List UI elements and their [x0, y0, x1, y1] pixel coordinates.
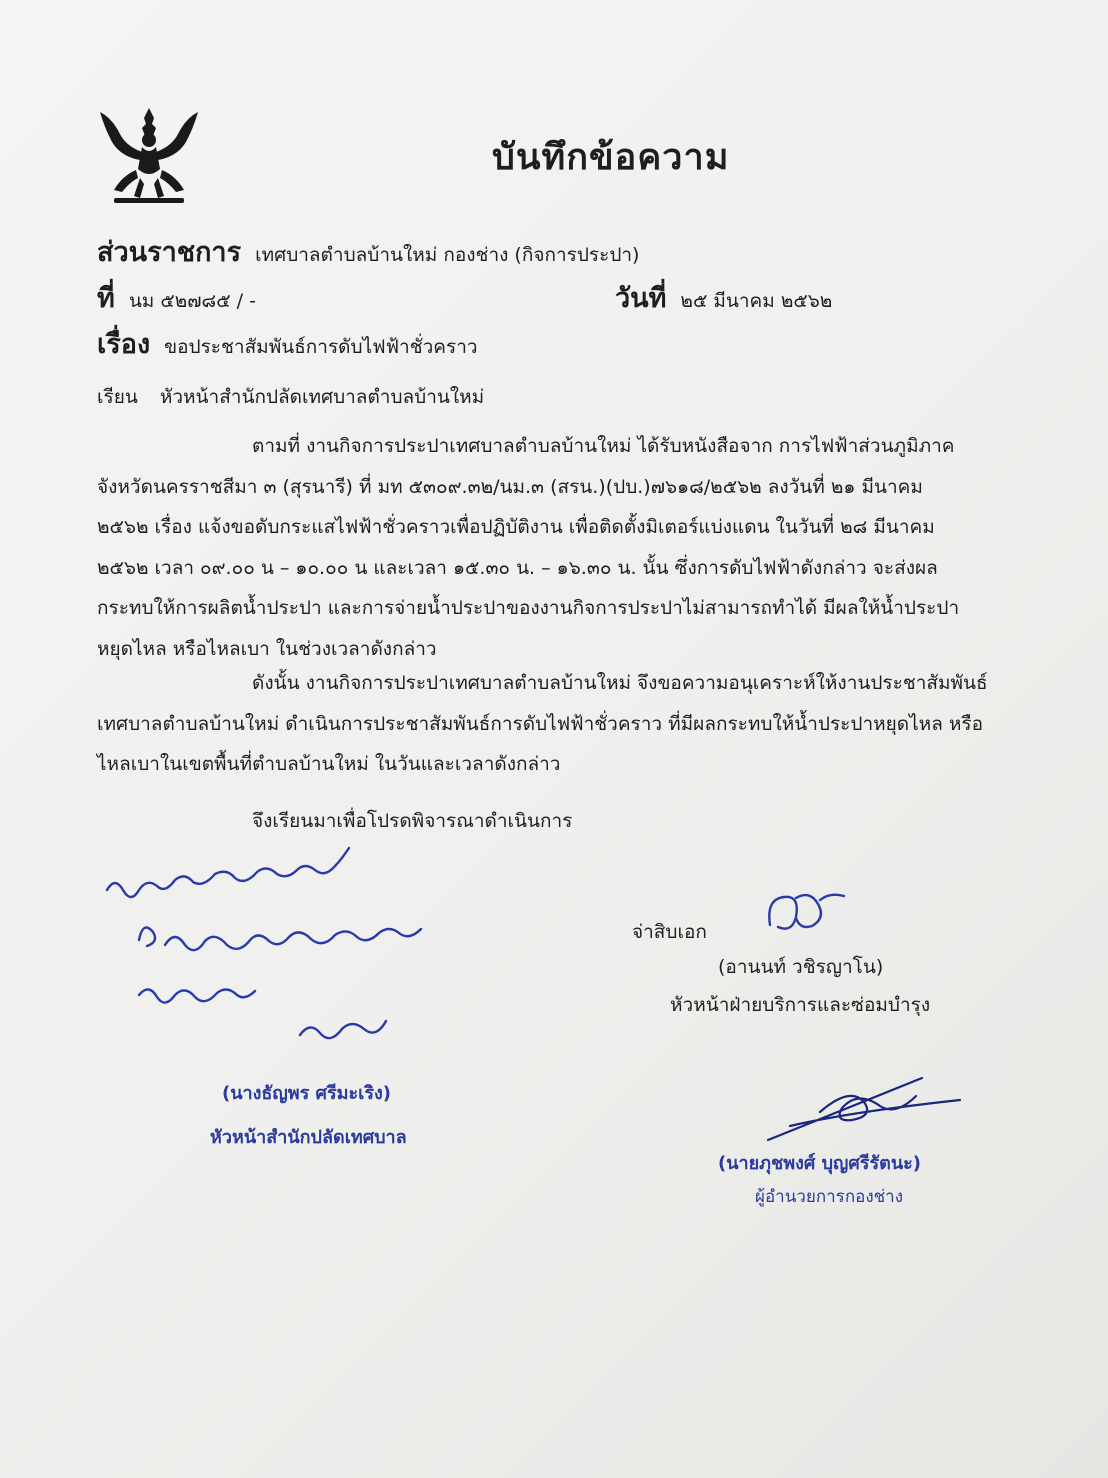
addressee-value: หัวหน้าสำนักปลัดเทศบาลตำบลบ้านใหม่	[159, 386, 485, 408]
agency-value: เทศบาลตำบลบ้านใหม่ กองช่าง (กิจการประปา)	[255, 244, 640, 266]
stamp-left-position: หัวหน้าสำนักปลัดเทศบาล	[210, 1127, 407, 1148]
reference-label: ที่	[97, 283, 115, 314]
addressee-label: เรียน	[97, 386, 138, 408]
closing-line: จึงเรียนมาเพื่อโปรดพิจารณาดำเนินการ	[252, 810, 573, 832]
subject-label: เรื่อง	[97, 329, 151, 360]
handwritten-note	[95, 845, 515, 1065]
garuda-emblem-icon	[92, 100, 207, 210]
reference-row	[97, 276, 256, 319]
signature-anon	[760, 880, 860, 940]
paragraph-line: หยุดไหล หรือไหลเบา ในช่วงเวลาดังกล่าว	[97, 637, 437, 660]
reference-value: นม ๕๒๗๘๕ / -	[128, 290, 256, 312]
agency-row	[97, 230, 639, 273]
body-paragraph-1	[97, 426, 959, 669]
memo-title: บันทึกข้อความ	[492, 137, 730, 178]
stamp-right-name: (นายภุชพงศ์ บุญศรีรัตนะ)	[718, 1153, 922, 1174]
signer-name: (อานนท์ วชิรญาโน)	[718, 956, 884, 978]
stamp-left-name: (นางธัญพร ศรีมะเริง)	[222, 1083, 392, 1104]
signature-director	[760, 1072, 970, 1152]
signer-position: หัวหน้าฝ่ายบริการและซ่อมบำรุง	[670, 994, 931, 1016]
body-paragraph-2	[97, 663, 988, 785]
signer-rank: จ่าสิบเอก	[632, 921, 707, 943]
subject-value: ขอประชาสัมพันธ์การดับไฟฟ้าชั่วคราว	[164, 336, 478, 358]
paragraph-line: จังหวัดนครราชสีมา ๓ (สุรนารี) ที่ มท ๕๓๐๙.๓๒/นม.๓ (สรน.)(ปบ.)๗๖๑๘/๒๕๖๒ ลงวันที่ ๒๑ มีนาคม	[97, 475, 923, 498]
agency-label: ส่วนราชการ	[97, 237, 242, 268]
date-label: วันที่	[615, 283, 667, 314]
subject-row	[97, 322, 478, 365]
paragraph-line: ๒๕๖๒ เรื่อง แจ้งขอดับกระแสไฟฟ้าชั่วคราวเพื่อปฏิบัติงาน เพื่อติดตั้งมิเตอร์แบ่งแดน ในวันที่ ๒๘ มีนาคม	[97, 516, 935, 538]
addressee-row	[97, 382, 484, 412]
paragraph-line: เทศบาลตำบลบ้านใหม่ ดำเนินการประชาสัมพันธ์การดับไฟฟ้าชั่วคราว ที่มีผลกระทบให้น้ำประปาหยุดไหล หรือ	[97, 712, 984, 735]
stamp-right-position: ผู้อำนวยการกองช่าง	[755, 1187, 904, 1207]
paragraph-line: ดังนั้น งานกิจการประปาเทศบาลตำบลบ้านใหม่ จึงขอความอนุเคราะห์ให้งานประชาสัมพันธ์	[252, 672, 988, 694]
paragraph-line: ตามที่ งานกิจการประปาเทศบาลตำบลบ้านใหม่ ได้รับหนังสือจาก การไฟฟ้าส่วนภูมิภาค	[252, 435, 955, 457]
paragraph-line: ๒๕๖๒ เวลา ๐๙.๐๐ น – ๑๐.๐๐ น และเวลา ๑๕.๓๐ น. – ๑๖.๓๐ น. นั้น ซึ่งการดับไฟฟ้าดังกล่าว จะส่งผล	[97, 556, 938, 579]
paragraph-line: ไหลเบาในเขตพื้นที่ตำบลบ้านใหม่ ในวันและเวลาดังกล่าว	[97, 753, 561, 775]
paragraph-line: กระทบให้การผลิตน้ำประปา และการจ่ายน้ำประปาของงานกิจการประปาไม่สามารถทำได้ มีผลให้น้ำประปา	[97, 597, 960, 619]
date-value: ๒๕ มีนาคม ๒๕๖๒	[680, 290, 833, 312]
date-row	[615, 276, 832, 319]
